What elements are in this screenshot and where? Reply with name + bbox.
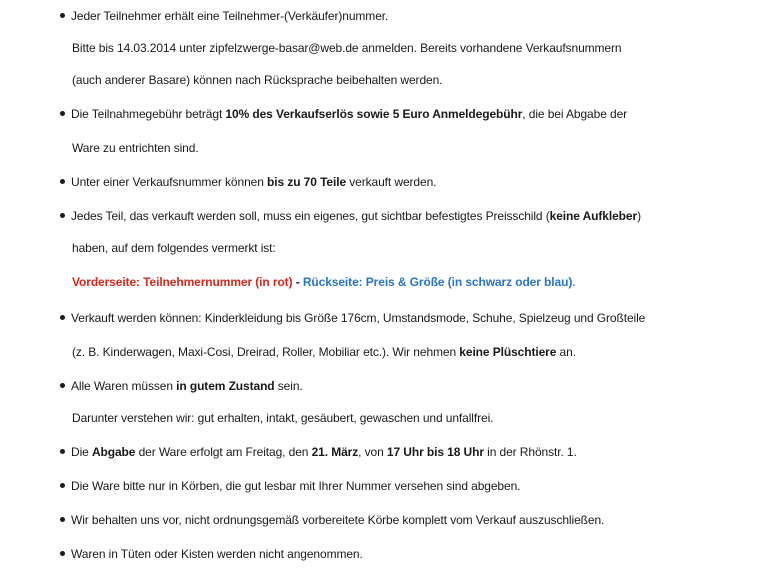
line-text: Ware zu entrichten sind. [72,141,199,155]
bullet-icon [60,179,65,184]
continuation-line [72,274,575,290]
emphasis-text: 17 Uhr bis 18 Uhr [386,445,484,459]
line-text: (z. B. Kinderwagen, Maxi-Cosi, Dreirad, Roller, Mobiliar etc.). Wir nehmen [72,345,460,359]
bullet-icon [60,449,65,454]
emphasis-text: 10% des Verkaufserlös sowie 5 Euro Anmeldegebühr [225,107,523,121]
bullet-item [60,546,363,562]
line-text: Jeder Teilnehmer erhält eine Teilnehmer-(Verkäufer)nummer. [71,9,389,23]
emphasis-text: Vorderseite: Teilnehmernummer (in rot) [72,275,293,289]
line-text: , die bei Abgabe der [522,107,628,121]
line-text: sein. [274,379,303,393]
bullet-icon [60,383,65,388]
line-text: . [572,275,576,289]
emphasis-text: keine Plüschtiere [459,345,557,359]
line-text: Unter einer Verkaufsnummer können [71,175,268,189]
bullet-item [60,478,520,494]
emphasis-text: Rückseite: Preis & Größe (in schwarz oder blau) [302,275,573,289]
emphasis-text: keine Aufkleber [549,209,638,223]
bullet-item [60,512,604,528]
emphasis-text: - [292,275,303,289]
continuation-line [72,240,276,256]
line-text: Verkauft werden können: Kinderkleidung bis Größe 176cm, Umstandsmode, Schuhe, Spielzeug und Großteile [71,311,646,325]
bullet-icon [60,551,65,556]
bullet-icon [60,111,65,116]
bullet-icon [60,517,65,522]
line-text: haben, auf dem folgendes vermerkt ist: [72,241,276,255]
continuation-line [72,344,576,360]
bullet-item [60,106,627,122]
line-text: Die Ware bitte nur in Körben, die gut lesbar mit Ihrer Nummer versehen sind abgeben. [71,479,521,493]
line-text: (auch anderer Basare) können nach Rücksprache beibehalten werden. [72,73,443,87]
bullet-item [60,8,388,24]
line-text: Wir behalten uns vor, nicht ordnungsgemäß vorbereitete Körbe komplett vom Verkauf auszuschließen. [71,513,605,527]
bullet-item [60,174,436,190]
bullet-item [60,310,645,326]
bullet-item [60,208,641,224]
continuation-line [72,140,199,156]
line-text: der Ware erfolgt am Freitag, den [135,445,312,459]
line-text: Jedes Teil, das verkauft werden soll, muss ein eigenes, gut sichtbar befestigtes Preisschild ( [71,209,550,223]
bullet-icon [60,315,65,320]
line-text: Bitte bis 14.03.2014 unter zipfelzwerge-basar@web.de anmelden. Bereits vorhandene Verkaufsnummern [72,41,622,55]
line-text: Die [71,445,92,459]
continuation-line [72,410,493,426]
bullet-icon [60,213,65,218]
emphasis-text: 21. März [311,445,359,459]
bullet-icon [60,483,65,488]
continuation-line [72,40,621,56]
emphasis-text: in gutem Zustand [176,379,275,393]
bullet-item [60,378,303,394]
bullet-icon [60,13,65,18]
line-text: , von [358,445,387,459]
emphasis-text: bis zu 70 Teile [267,175,347,189]
continuation-line [72,72,442,88]
line-text: Die Teilnahmegebühr beträgt [71,107,226,121]
line-text: Waren in Tüten oder Kisten werden nicht angenommen. [71,547,363,561]
line-text: Darunter verstehen wir: gut erhalten, intakt, gesäubert, gewaschen und unfallfrei. [72,411,494,425]
line-text: Alle Waren müssen [71,379,177,393]
bullet-item [60,444,577,460]
line-text: in der Rhönstr. 1. [483,445,577,459]
emphasis-text: Abgabe [91,445,136,459]
line-text: an. [556,345,576,359]
line-text: ) [637,209,641,223]
line-text: verkauft werden. [346,175,437,189]
